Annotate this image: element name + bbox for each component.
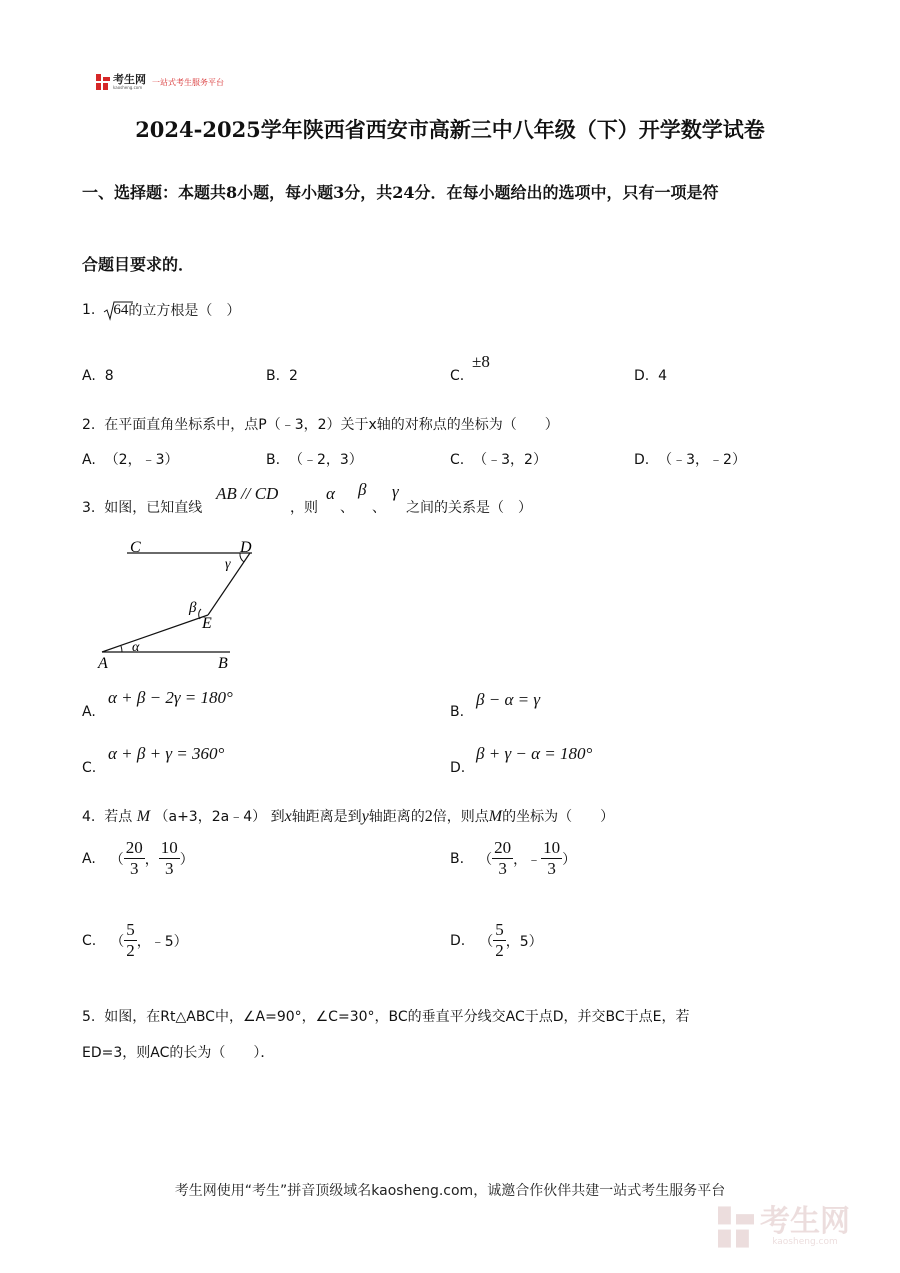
option-c-value: ±8	[472, 352, 490, 371]
radical-sign-icon	[103, 300, 133, 322]
gamma-symbol: γ	[392, 482, 399, 501]
question-text-line2: ED=3，则AC的长为（ ）．	[82, 1045, 275, 1061]
option-b-value: （﹣2，3）	[288, 452, 363, 468]
option-d[interactable]: D. 4	[634, 368, 668, 384]
option-a[interactable]: A. （2，﹣3）	[82, 452, 179, 468]
option-a-value: α + β − 2γ = 180°	[108, 688, 233, 707]
label-d: D	[240, 539, 252, 556]
option-c[interactable]: C.	[82, 760, 97, 776]
option-d-value: （﹣3，﹣2）	[658, 452, 746, 468]
option-a[interactable]: A. （ $\frac{20}{3}$ ， $\frac{10}{3}$ ）	[82, 838, 194, 878]
fraction: $\frac{5}{2}$	[126, 920, 135, 960]
label-gamma: γ	[225, 557, 231, 572]
fraction: $\frac{10}{3}$	[543, 838, 561, 878]
section-heading-line1: 一、选择题：本题共8小题，每小题3分，共24分．在每小题给出的选项中，只有一项是符	[82, 183, 719, 202]
footer-text: 考生网使用“考生”拼音顶级域名kaosheng.com，诚邀合作伙伴共建一站式考生服务平台	[174, 1183, 726, 1199]
label-alpha: α	[132, 640, 140, 655]
option-b[interactable]: B. （﹣2，3）	[266, 452, 363, 468]
option-b[interactable]: B. （ $\frac{20}{3}$ ，﹣ $\frac{10}{3}$ ）	[450, 838, 577, 878]
option-b-value: 2	[288, 368, 298, 384]
segment-ea	[102, 615, 208, 652]
question-text: 在平面直角坐标系中，点P（﹣3，2）关于x轴的对称点的坐标为（ ）	[104, 417, 559, 433]
watermark-name: 考生网	[760, 1204, 850, 1239]
brand-logo	[96, 72, 224, 92]
option-b[interactable]: B.	[450, 704, 465, 720]
label-beta: β	[189, 600, 197, 616]
fraction: $\frac{5}{2}$	[495, 920, 504, 960]
section-heading-line2: 合题目要求的．	[82, 255, 195, 274]
option-a[interactable]: A.	[82, 704, 96, 720]
label-b: B	[218, 655, 228, 672]
label-e: E	[202, 615, 212, 632]
point-coords: （a+3，2a﹣4）	[154, 809, 267, 825]
option-a[interactable]: A. 8	[82, 368, 114, 384]
question-number: 1.	[82, 302, 96, 318]
label-c: C	[130, 539, 141, 556]
option-c[interactable]: C.	[450, 368, 465, 384]
option-d[interactable]: D. （﹣3，﹣2）	[634, 452, 746, 468]
option-d[interactable]: D.	[450, 760, 466, 776]
question-4: 4. 若点 M （a+3，2a﹣4） 到x轴距离是到y轴距离的2倍，则点M的坐标为（ ）	[82, 808, 615, 825]
question-3-number: 3. 如图，已知直线	[82, 500, 203, 516]
option-d-value: β + γ − α = 180°	[476, 744, 593, 763]
watermark	[718, 1206, 850, 1248]
option-c-value: α + β + γ = 360°	[108, 744, 225, 763]
fraction: $\frac{20}{3}$	[494, 838, 512, 878]
beta-symbol: β	[358, 480, 367, 499]
option-c[interactable]: C. （﹣3，2）	[450, 452, 547, 468]
separator-1: 、	[340, 500, 354, 516]
fraction: $\frac{20}{3}$	[125, 838, 143, 878]
watermark-logo-icon	[718, 1206, 754, 1248]
fraction: $\frac{10}{3}$	[160, 838, 178, 878]
question-text-pre: 如图，已知直线	[104, 500, 203, 516]
logo-slogan: 一站式考生服务平台	[152, 77, 224, 87]
question-number: 5.	[82, 1009, 96, 1025]
logo-name: 考生网	[113, 73, 146, 86]
option-d-value: 4	[658, 368, 668, 384]
option-b-value: β − α = γ	[476, 690, 541, 709]
label-a: A	[98, 655, 108, 672]
question-2	[82, 414, 559, 434]
question-number: 4.	[82, 809, 96, 825]
option-b[interactable]: B. 2	[266, 368, 298, 384]
question-text-line1: 如图，在Rt△ABC中，∠A=90°，∠C=30°，BC的垂直平分线交AC于点D，并交BC于点E，若	[104, 1009, 690, 1025]
watermark-domain: kaosheng.com	[772, 1237, 838, 1247]
question-text-post: 之间的关系是（ ）	[406, 500, 532, 516]
geometry-figure	[92, 534, 262, 674]
question-1	[82, 300, 240, 320]
alpha-arc	[121, 646, 122, 652]
question-number: 2.	[82, 417, 96, 433]
page-title: 2024-2025学年陕西省西安市高新三中八年级（下）开学数学试卷	[135, 117, 765, 142]
option-c[interactable]: C. （ $\frac{5}{2}$ ，﹣5）	[82, 920, 188, 960]
question-text: 的立方根是（ ）	[128, 303, 241, 319]
question-text-mid: ，则	[290, 500, 318, 516]
alpha-symbol: α	[326, 484, 335, 503]
option-c-value: （﹣3，2）	[473, 452, 547, 468]
option-d[interactable]: D. （ $\frac{5}{2}$ ，5）	[450, 920, 543, 960]
question-5	[82, 1006, 690, 1026]
parallel-condition: AB // CD	[216, 484, 279, 503]
option-a-value: （2，﹣3）	[104, 452, 179, 468]
logo-domain: kaosheng.com	[113, 85, 143, 90]
separator-2: 、	[372, 500, 386, 516]
option-a-value: 8	[104, 368, 114, 384]
sqrt-expression	[103, 302, 128, 319]
point-m: M	[136, 808, 151, 825]
radicand: 64	[113, 301, 129, 318]
logo-icon	[96, 74, 110, 90]
